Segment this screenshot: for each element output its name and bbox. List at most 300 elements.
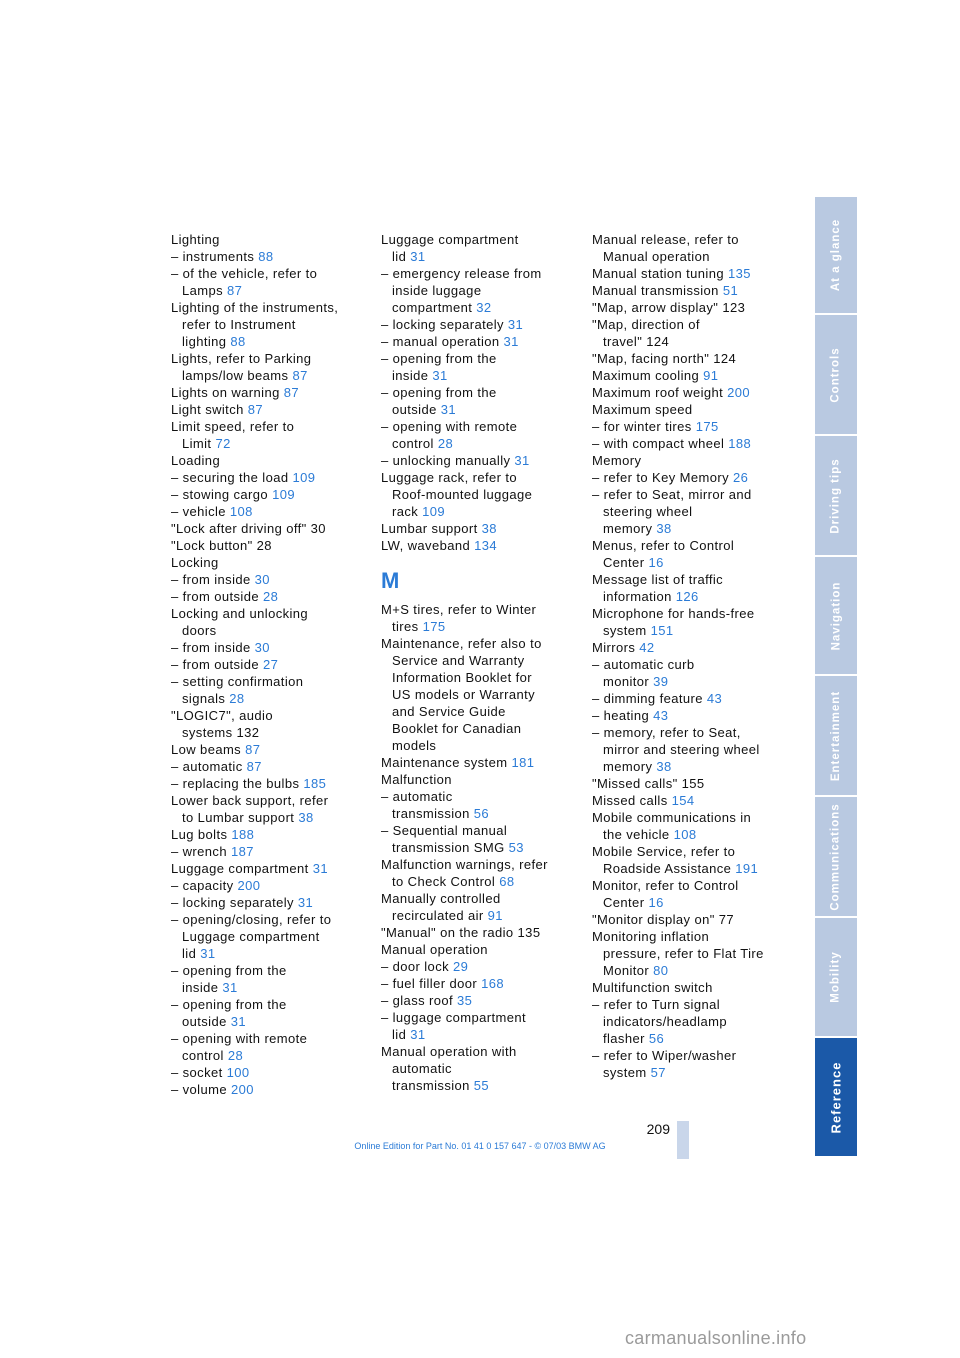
- page-reference-link[interactable]: 168: [481, 976, 504, 991]
- index-entry: [381, 805, 581, 822]
- index-entry-text: models: [392, 738, 437, 753]
- chapter-tab-label: Navigation: [830, 581, 843, 650]
- index-entry-text: Locking and unlocking: [171, 606, 309, 621]
- page-reference-link[interactable]: 109: [422, 504, 446, 519]
- index-entry: [381, 1043, 581, 1060]
- index-entry-text: "Map, facing north" 124: [592, 351, 737, 366]
- index-entry-text: – opening with remote: [171, 1031, 308, 1046]
- index-entry: [381, 401, 581, 418]
- page-reference-link[interactable]: 38: [656, 521, 672, 536]
- index-entry: [171, 826, 371, 843]
- index-entry-text: signals: [182, 691, 230, 706]
- page-reference-link[interactable]: 108: [229, 504, 253, 519]
- index-entry: [381, 503, 581, 520]
- index-entry: [592, 452, 792, 469]
- index-entry-text: "Lock button" 28: [171, 538, 272, 553]
- index-entry: [381, 652, 581, 669]
- page-reference-link[interactable]: 88: [258, 249, 274, 264]
- index-entry-text: – from inside: [171, 640, 255, 655]
- index-entry-text: to Check Control: [392, 874, 500, 889]
- page-reference-link[interactable]: 53: [508, 840, 524, 855]
- page-reference-link[interactable]: 28: [437, 436, 454, 451]
- index-entry: [381, 520, 581, 537]
- index-entry: [381, 1009, 581, 1026]
- page-reference-link[interactable]: 43: [706, 691, 723, 706]
- index-entry: [381, 975, 581, 992]
- chapter-tab-driving-tips[interactable]: [815, 436, 857, 555]
- index-entry-text: – vehicle: [171, 504, 230, 519]
- index-entry: [592, 384, 792, 401]
- page-reference-link[interactable]: 68: [499, 874, 515, 889]
- index-entry-text: – opening from the: [381, 385, 497, 400]
- index-entry-text: – instruments: [171, 249, 259, 264]
- index-entry: [592, 826, 792, 843]
- page-reference-link[interactable]: 87: [292, 368, 308, 383]
- chapter-tab-label: Controls: [830, 346, 842, 403]
- index-entry-text: lighting: [182, 334, 231, 349]
- index-entry-text: – memory, refer to Seat,: [592, 725, 741, 740]
- page-reference-link[interactable]: 109: [292, 470, 316, 485]
- page-number-bar: [677, 1121, 689, 1159]
- index-entry-text: – refer to Key Memory: [592, 470, 734, 485]
- index-entry-text: "Map, arrow display" 123: [592, 300, 746, 315]
- index-entry: [592, 1047, 792, 1064]
- index-entry-text: systems 132: [182, 725, 260, 740]
- index-entry: [171, 350, 371, 367]
- index-entry: [171, 775, 371, 792]
- index-entry: [171, 384, 371, 401]
- page-reference-link[interactable]: 188: [728, 436, 752, 451]
- index-entry: [171, 231, 371, 248]
- page-reference-link[interactable]: 31: [410, 1027, 426, 1042]
- page-reference-link[interactable]: 42: [639, 640, 655, 655]
- index-entry: [381, 1060, 581, 1077]
- page-reference-link[interactable]: 200: [237, 878, 261, 893]
- index-entry-text: – emergency release from: [381, 266, 542, 281]
- index-entry: [171, 928, 371, 945]
- index-entry-text: – automatic: [381, 789, 453, 804]
- index-entry-text: "Manual" on the radio 135: [381, 925, 541, 940]
- page-reference-link[interactable]: 87: [283, 385, 299, 400]
- index-entry: [592, 299, 792, 316]
- page-reference-link[interactable]: 38: [298, 810, 314, 825]
- page-reference-link[interactable]: 31: [297, 895, 314, 910]
- index-entry-text: Mobile Service, refer to: [592, 844, 736, 859]
- index-entry: [592, 996, 792, 1013]
- index-entry: [171, 1030, 371, 1047]
- page-reference-link[interactable]: 109: [272, 487, 295, 502]
- page-reference-link[interactable]: 87: [227, 283, 243, 298]
- chapter-tab-mobility[interactable]: [815, 918, 857, 1036]
- page-reference-link[interactable]: 16: [648, 895, 664, 910]
- index-entry: [592, 928, 792, 945]
- chapter-tabs: [815, 197, 857, 1158]
- index-entry: [381, 469, 581, 486]
- page-reference-link[interactable]: 35: [457, 993, 473, 1008]
- index-entry-text: – opening from the: [171, 997, 287, 1012]
- index-entry: [381, 992, 581, 1009]
- index-entry: [592, 282, 792, 299]
- index-entry: [592, 724, 792, 741]
- index-entry: [171, 1013, 371, 1030]
- index-entry-text: Maximum cooling: [592, 368, 704, 383]
- index-entry-text: Manual operation: [381, 942, 488, 957]
- page-reference-link[interactable]: 27: [263, 657, 279, 672]
- page-reference-link[interactable]: 175: [695, 419, 719, 434]
- page-reference-link[interactable]: 56: [473, 806, 490, 821]
- chapter-tab-controls[interactable]: [815, 315, 857, 434]
- index-entry: [381, 924, 581, 941]
- page-reference-link[interactable]: 31: [230, 1014, 246, 1029]
- index-entry-text: Lighting: [171, 232, 220, 247]
- page-reference-link[interactable]: 31: [410, 249, 426, 264]
- index-entry-text: Multifunction switch: [592, 980, 713, 995]
- index-entry-text: inside: [392, 368, 433, 383]
- page-reference-link[interactable]: 31: [503, 334, 519, 349]
- index-entry: [592, 248, 792, 265]
- page-reference-link[interactable]: 26: [733, 470, 749, 485]
- index-entry-text: Luggage rack, refer to: [381, 470, 517, 485]
- page-reference-link[interactable]: 72: [215, 436, 231, 451]
- index-entry: [381, 248, 581, 265]
- index-entry: [592, 350, 792, 367]
- chapter-tab-label: At a glance: [830, 218, 843, 292]
- index-entry: [381, 618, 581, 635]
- page-reference-link[interactable]: 108: [673, 827, 697, 842]
- index-entry: [171, 520, 371, 537]
- index-entry-text: Center: [603, 895, 649, 910]
- index-entry: [592, 401, 792, 418]
- index-entry-text: information: [603, 589, 676, 604]
- index-entry: [171, 401, 371, 418]
- index-entry: [592, 860, 792, 877]
- index-entry: [381, 435, 581, 452]
- index-entry-text: – setting confirmation: [171, 674, 304, 689]
- page-reference-link[interactable]: 200: [727, 385, 751, 400]
- index-entry-text: – automatic curb: [592, 657, 695, 672]
- page-reference-link[interactable]: 100: [226, 1065, 250, 1080]
- index-entry-text: – dimming feature: [592, 691, 707, 706]
- index-entry-text: – unlocking manually: [381, 453, 515, 468]
- index-entry: [171, 945, 371, 962]
- chapter-tab-entertainment[interactable]: [815, 676, 857, 795]
- index-entry-text: Limit: [182, 436, 216, 451]
- page-reference-link[interactable]: 87: [246, 759, 262, 774]
- page-reference-link[interactable]: 31: [222, 980, 238, 995]
- index-entry: [381, 418, 581, 435]
- index-entry-text: – for winter tires: [592, 419, 696, 434]
- index-entry: [171, 724, 371, 741]
- index-entry: [592, 894, 792, 911]
- page-reference-link[interactable]: 185: [303, 776, 327, 791]
- page-reference-link[interactable]: 31: [200, 946, 216, 961]
- page-reference-link[interactable]: 28: [263, 589, 279, 604]
- index-entry: [592, 877, 792, 894]
- index-entry-text: Microphone for hands-free: [592, 606, 755, 621]
- index-entry-text: – securing the load: [171, 470, 293, 485]
- index-entry: [381, 839, 581, 856]
- chapter-tab-navigation[interactable]: [815, 557, 857, 674]
- index-entry-text: – capacity: [171, 878, 238, 893]
- index-entry: [381, 231, 581, 248]
- index-entry-text: Maintenance system: [381, 755, 512, 770]
- index-entry-text: mirror and steering wheel: [603, 742, 760, 757]
- index-entry-text: Manual station tuning: [592, 266, 728, 281]
- index-entry: [381, 1077, 581, 1094]
- index-entry-text: rack: [392, 504, 423, 519]
- index-entry: [592, 843, 792, 860]
- index-entry: [592, 231, 792, 248]
- page-reference-link[interactable]: 31: [514, 453, 530, 468]
- page-reference-link[interactable]: 16: [648, 555, 664, 570]
- page-reference-link[interactable]: 30: [254, 572, 270, 587]
- page-reference-link[interactable]: 91: [703, 368, 719, 383]
- page-reference-link[interactable]: 181: [511, 755, 535, 770]
- index-entry-text: Lamps: [182, 283, 228, 298]
- index-entry: [381, 486, 581, 503]
- page-reference-link[interactable]: 80: [653, 963, 669, 978]
- index-entry: [171, 367, 371, 384]
- index-entry-text: Lights on warning: [171, 385, 284, 400]
- index-entry: [381, 873, 581, 890]
- index-entry-text: Service and Warranty: [392, 653, 525, 668]
- index-entry-text: – opening from the: [171, 963, 287, 978]
- index-entry-text: – refer to Turn signal: [592, 997, 721, 1012]
- index-entry-text: – replacing the bulbs: [171, 776, 304, 791]
- index-entry-text: – wrench: [171, 844, 231, 859]
- index-entry-text: Center: [603, 555, 649, 570]
- page-reference-link[interactable]: 151: [650, 623, 674, 638]
- index-entry-text: – opening with remote: [381, 419, 518, 434]
- chapter-tab-label: Entertainment: [830, 690, 843, 781]
- page-reference-link[interactable]: 43: [653, 708, 669, 723]
- index-entry: [381, 367, 581, 384]
- index-entry-text: system: [603, 623, 651, 638]
- page-reference-link[interactable]: 175: [422, 619, 446, 634]
- index-entry: [171, 877, 371, 894]
- index-entry-text: Manual release, refer to: [592, 232, 739, 247]
- index-entry: [381, 907, 581, 924]
- index-entry-text: Message list of traffic: [592, 572, 724, 587]
- index-entry: [592, 911, 792, 928]
- index-entry: [592, 809, 792, 826]
- index-entry: [592, 656, 792, 673]
- index-entry: [381, 788, 581, 805]
- index-entry: [381, 537, 581, 554]
- index-entry: [381, 856, 581, 873]
- index-entry: [171, 860, 371, 877]
- index-entry-text: lamps/low beams: [182, 368, 293, 383]
- index-entry: [171, 656, 371, 673]
- index-entry-text: Monitoring inflation: [592, 929, 710, 944]
- index-entry-text: Lug bolts: [171, 827, 232, 842]
- chapter-tab-communications[interactable]: [815, 797, 857, 916]
- index-entry: [592, 707, 792, 724]
- index-entry-text: – locking separately: [171, 895, 298, 910]
- page-reference-link[interactable]: 87: [245, 742, 261, 757]
- index-entry-text: Information Booklet for: [392, 670, 532, 685]
- index-entry-text: "Lock after driving off" 30: [171, 521, 326, 536]
- index-entry: [171, 741, 371, 758]
- page-reference-link[interactable]: 87: [247, 402, 263, 417]
- index-entry: [381, 282, 581, 299]
- index-entry: [381, 771, 581, 788]
- index-entry-text: Malfunction: [381, 772, 452, 787]
- index-entry-text: – manual operation: [381, 334, 504, 349]
- page-reference-link[interactable]: 51: [722, 283, 739, 298]
- index-entry-text: to Lumbar support: [182, 810, 299, 825]
- index-entry-text: lid: [392, 249, 411, 264]
- index-entry: [592, 367, 792, 384]
- index-entry: [592, 1013, 792, 1030]
- page-reference-link[interactable]: 56: [648, 1031, 665, 1046]
- page-reference-link[interactable]: 30: [254, 640, 270, 655]
- index-entry: [171, 418, 371, 435]
- index-entry-text: tires: [392, 619, 423, 634]
- index-entry: [381, 737, 581, 754]
- page-reference-link[interactable]: 31: [440, 402, 456, 417]
- index-entry-text: Missed calls: [592, 793, 672, 808]
- chapter-tab-reference[interactable]: [815, 1038, 857, 1156]
- index-entry-text: Limit speed, refer to: [171, 419, 295, 434]
- page-reference-link[interactable]: 134: [474, 538, 498, 553]
- index-entry: [381, 669, 581, 686]
- index-letter-heading: M: [381, 568, 400, 593]
- page-reference-link[interactable]: 88: [230, 334, 246, 349]
- index-entry-text: travel" 124: [603, 334, 670, 349]
- index-entry-text: – from inside: [171, 572, 255, 587]
- page-reference-link[interactable]: 191: [735, 861, 759, 876]
- page-reference-link[interactable]: 31: [432, 368, 448, 383]
- page-reference-link[interactable]: 38: [656, 759, 672, 774]
- index-entry: [381, 333, 581, 350]
- chapter-tab-label: Mobility: [830, 951, 843, 1003]
- page-reference-link[interactable]: 57: [650, 1065, 666, 1080]
- index-entry-text: Monitor: [603, 963, 654, 978]
- index-entry: [592, 1064, 792, 1081]
- page-reference-link[interactable]: 32: [476, 300, 492, 315]
- index-entry: [171, 979, 371, 996]
- index-entry: [171, 299, 371, 316]
- index-entry: [592, 639, 792, 656]
- page-reference-link[interactable]: 188: [231, 827, 255, 842]
- index-entry-text: "Missed calls" 155: [592, 776, 705, 791]
- index-entry: [171, 452, 371, 469]
- index-entry-text: Manual transmission: [592, 283, 723, 298]
- index-entry-text: Light switch: [171, 402, 248, 417]
- footer-edition-note: Online Edition for Part No. 01 41 0 157 647 - © 07/03 BMW AG: [354, 1141, 606, 1151]
- page-reference-link[interactable]: 29: [453, 959, 469, 974]
- index-entry: [592, 571, 792, 588]
- index-entry-text: refer to Instrument: [182, 317, 296, 332]
- page-reference-link[interactable]: 28: [229, 691, 245, 706]
- page-reference-link[interactable]: 39: [653, 674, 669, 689]
- index-entry-text: memory: [603, 759, 657, 774]
- index-entry: [171, 435, 371, 452]
- page-reference-link[interactable]: 154: [671, 793, 695, 808]
- index-entry: [381, 452, 581, 469]
- index-entry: [171, 469, 371, 486]
- index-entry-text: flasher: [603, 1031, 649, 1046]
- index-entry-text: transmission: [392, 806, 474, 821]
- index-entry-text: Luggage compartment: [182, 929, 320, 944]
- index-entry-text: and Service Guide: [392, 704, 506, 719]
- index-column-3: [592, 231, 792, 1081]
- index-entry: [381, 350, 581, 367]
- index-entry: [592, 622, 792, 639]
- index-entry: [171, 588, 371, 605]
- index-entry-text: Booklet for Canadian: [392, 721, 522, 736]
- index-entry-text: – of the vehicle, refer to: [171, 266, 318, 281]
- index-entry: [592, 758, 792, 775]
- index-entry: [592, 265, 792, 282]
- page-reference-link[interactable]: 31: [507, 317, 524, 332]
- index-entry: [592, 588, 792, 605]
- index-entry-text: – heating: [592, 708, 654, 723]
- index-entry-text: steering wheel: [603, 504, 693, 519]
- index-entry-text: system: [603, 1065, 651, 1080]
- page-reference-link[interactable]: 187: [230, 844, 254, 859]
- index-entry: [381, 686, 581, 703]
- index-entry-text: Luggage compartment: [381, 232, 519, 247]
- page-reference-link[interactable]: 28: [227, 1048, 244, 1063]
- index-entry: [592, 673, 792, 690]
- index-entry: [381, 635, 581, 652]
- page-reference-link[interactable]: 200: [230, 1082, 254, 1097]
- index-entry: [171, 673, 371, 690]
- index-entry-text: – locking separately: [381, 317, 508, 332]
- index-entry: [592, 537, 792, 554]
- index-entry-text: – door lock: [381, 959, 454, 974]
- index-entry: [171, 894, 371, 911]
- index-entry: [171, 265, 371, 282]
- index-entry-text: Roadside Assistance: [603, 861, 736, 876]
- index-entry: [592, 554, 792, 571]
- index-entry: [171, 1047, 371, 1064]
- index-entry: [171, 554, 371, 571]
- page-reference-link[interactable]: 135: [728, 266, 751, 281]
- index-entry: [171, 911, 371, 928]
- index-entry-text: – from outside: [171, 589, 263, 604]
- page-reference-link[interactable]: 55: [473, 1078, 490, 1093]
- index-entry-text: – with compact wheel: [592, 436, 729, 451]
- chapter-tab-label: Communications: [830, 802, 843, 911]
- page-reference-link[interactable]: 38: [481, 521, 497, 536]
- index-entry: [592, 333, 792, 350]
- index-entry-text: – refer to Wiper/washer: [592, 1048, 737, 1063]
- page-reference-link[interactable]: 126: [675, 589, 699, 604]
- index-entry-text: Manual operation: [603, 249, 710, 264]
- index-entry: [171, 1081, 371, 1098]
- page-reference-link[interactable]: 31: [312, 861, 328, 876]
- index-entry-text: – refer to Seat, mirror and: [592, 487, 752, 502]
- index-entry: [592, 962, 792, 979]
- page-reference-link[interactable]: 91: [487, 908, 503, 923]
- index-entry: [171, 639, 371, 656]
- index-entry-text: compartment: [392, 300, 477, 315]
- chapter-tab-at-a-glance[interactable]: [815, 197, 857, 313]
- index-entry-text: – volume: [171, 1082, 231, 1097]
- index-entry-text: inside: [182, 980, 223, 995]
- index-entry-text: Mirrors: [592, 640, 640, 655]
- index-entry: [171, 486, 371, 503]
- index-entry: [381, 941, 581, 958]
- index-entry-text: outside: [182, 1014, 231, 1029]
- index-entry-text: control: [392, 436, 438, 451]
- index-entry: [381, 316, 581, 333]
- index-entry: [171, 843, 371, 860]
- index-entry: [171, 962, 371, 979]
